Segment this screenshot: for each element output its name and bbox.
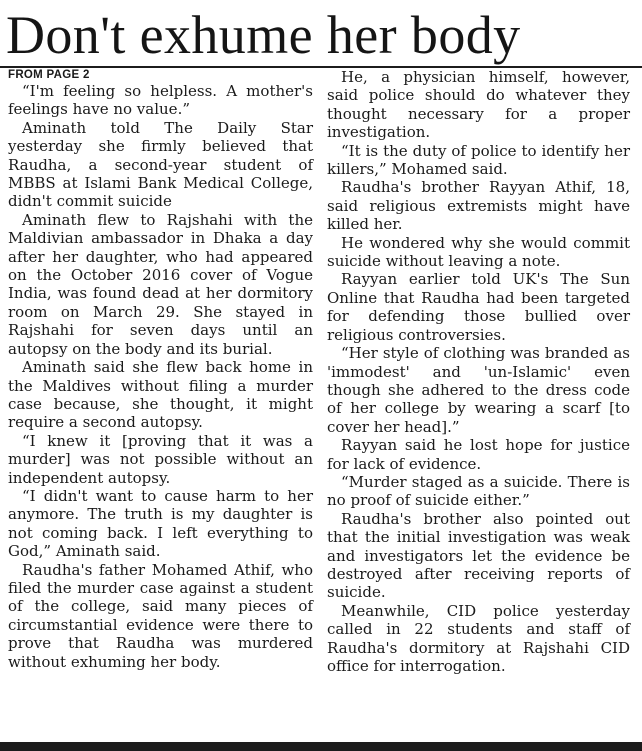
paragraph: “Murder staged as a suicide. There is no proof of suicide either.”	[327, 472, 630, 510]
paragraph: Rayyan earlier told UK's The Sun Online that Raudha had been targeted for defending those bullied over religious controversies.	[327, 270, 630, 344]
bottom-rule	[0, 742, 642, 751]
paragraph: “I didn't want to cause harm to her anymore. The truth is my daughter is not coming back. I left everything to God,” Aminath said.	[8, 486, 313, 561]
paragraph: “I knew it [proving that it was a murder] was not possible without an independent autopsy.	[8, 431, 313, 487]
paragraph: Aminath said she flew back home in the Maldives without filing a murder case because, she thought, it might require a second autopsy.	[8, 358, 313, 432]
paragraph: Meanwhile, CID police yesterday called in 22 students and staff of Raudha's dormitory at Rajshahi CID office for interrogation.	[327, 601, 630, 675]
headline: Don't exhume her body	[6, 5, 521, 65]
paragraph: Aminath flew to Rajshahi with the Maldivian ambassador in Dhaka a day after her daughter, who had appeared on the October 2016 cover of Vogue India, was found dead at her dormitory room on March 29. She stayed in Rajshahi for seven days until an autopsy on the body and its burial.	[8, 210, 313, 358]
paragraph: Raudha's brother also pointed out that the initial investigation was weak and investigators let the evidence be destroyed after receiving reports of suicide.	[327, 509, 630, 602]
paragraph: Aminath told The Daily Star yesterday she firmly believed that Raudha, a second-year student of MBBS at Islami Bank Medical College, didn't commit suicide	[8, 118, 313, 211]
paragraph: “It is the duty of police to identify her killers,” Mohamed said.	[327, 141, 630, 179]
paragraph: “I'm feeling so helpless. A mother's feelings have no value.”	[8, 82, 313, 119]
paragraph: He wondered why she would commit suicide without leaving a note.	[327, 233, 630, 271]
paragraph: Raudha's brother Rayyan Athif, 18, said religious extremists might have killed her.	[327, 178, 630, 234]
continuation-kicker: FROM PAGE 2	[8, 69, 90, 81]
paragraph: “Her style of clothing was branded as 'immodest' and 'un-Islamic' even though she adhered to the dress code of her college by wearing a scarf [to cover her head].”	[327, 344, 630, 436]
paragraph: Rayyan said he lost hope for justice for lack of evidence.	[327, 436, 630, 473]
column-gutter	[319, 74, 320, 738]
right-column	[327, 68, 630, 675]
left-column	[8, 66, 313, 671]
paragraph: He, a physician himself, however, said police should do whatever they thought necessary for a proper investigation.	[327, 68, 630, 142]
paragraph: Raudha's father Mohamed Athif, who filed the murder case against a student of the college, said many pieces of circumstantial evidence were there to prove that Raudha was murdered without exhuming her body.	[8, 560, 313, 671]
